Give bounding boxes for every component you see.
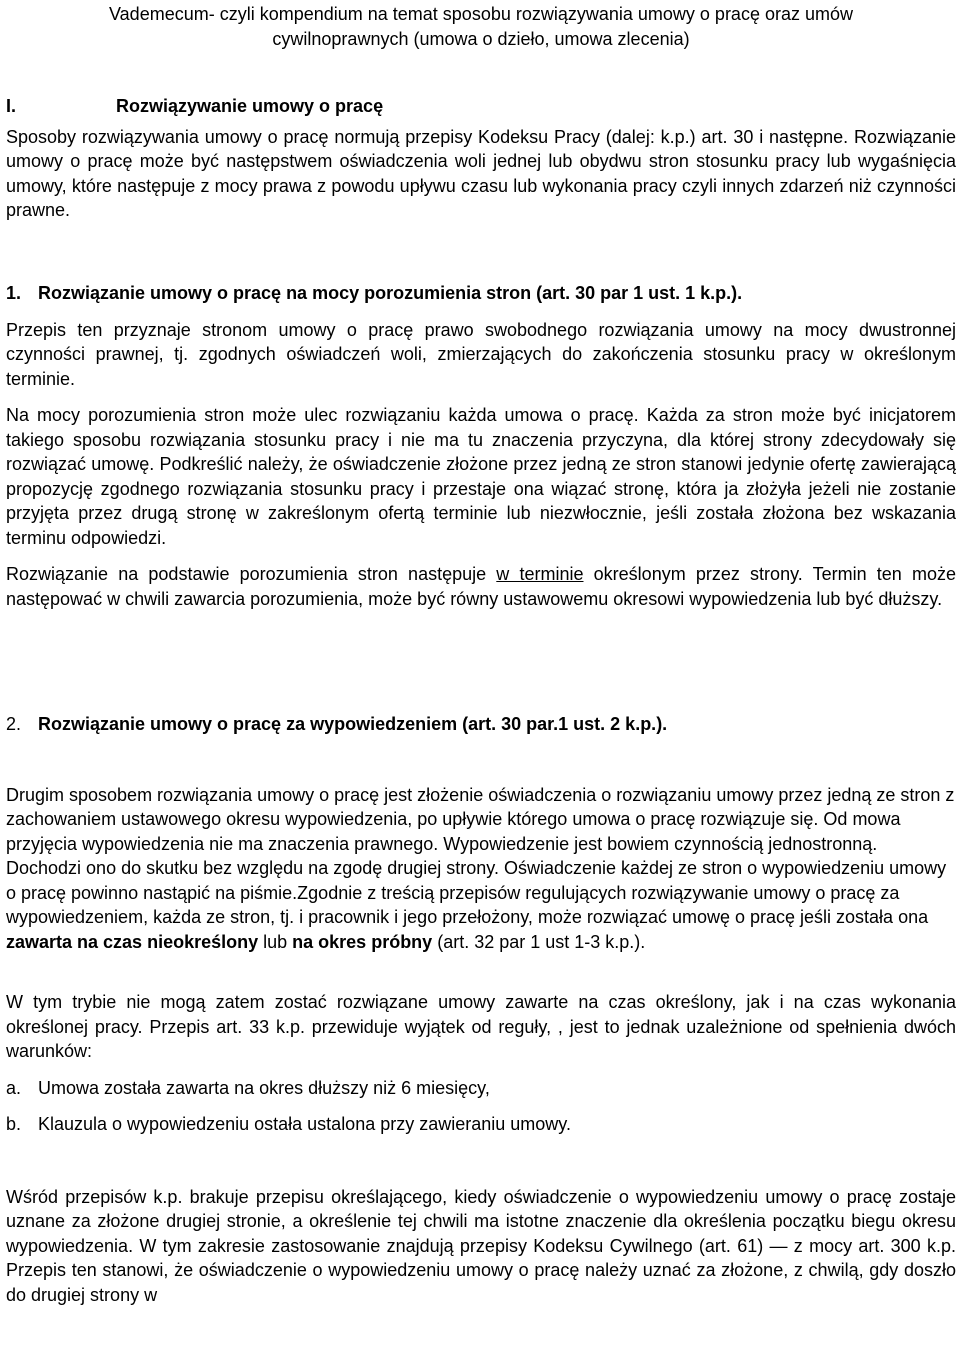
document-title (6, 2, 956, 51)
title-line-2: cywilnoprawnych (umowa o dzieło, umowa zlecenia) (272, 28, 690, 49)
subsection-2-paragraph-1 (6, 783, 956, 955)
subsection-2-paragraph-3: Wśród przepisów k.p. brakuje przepisu określającego, kiedy oświadczenie o wypowiedzeniu umowy o pracę zostaje uznane za złożone drugiej stronie, a określenie tej chwili ma istotne znaczenie dla określenia początku biegu okresu wypowiedzenia. W tym zakresie zastosowanie znajdują przepisy Kodeksu Cywilnego (art. 61) — z mocy art. 300 k.p. Przepis ten stanowi, że oświadczenie o wypowiedzeniu umowy o pracę należy uznać za złożone, z chwilą, gdy doszło do drugiej strony w (6, 1186, 956, 1305)
underlined-term: w terminie (496, 564, 584, 584)
bold-term: zawarta na czas nieokreślony (6, 931, 259, 952)
list-item-text: Klauzula o wypowiedzeniu ostała ustalona przy zawieraniu umowy. (38, 1114, 571, 1134)
subsection-2-number: 2. (6, 714, 22, 734)
section-1 (6, 94, 956, 223)
paragraph-text: (art. 32 par 1 ust 1-3 k.p.). (432, 931, 646, 952)
list-item-label: a. (6, 1077, 22, 1098)
subsection-1-paragraph-1: Przepis ten przyznaje stronom umowy o pracę prawo swobodnego rozwiązania umowy na mocy dwustronnej czynności prawnej, tj. zgodnych oświadczeń woli, zmierzających do zakończenia stosunku pracy w określonym terminie. (6, 319, 956, 389)
subsection-1-title: Rozwiązanie umowy o pracę na mocy porozumienia stron (art. 30 par 1 ust. 1 k.p.). (38, 283, 743, 303)
section-1-heading (6, 94, 956, 119)
paragraph-text: Rozwiązanie na podstawie porozumienia stron następuje (6, 564, 497, 584)
list-item (6, 1112, 956, 1137)
section-1-number: I. (6, 96, 17, 116)
section-1-intro: Sposoby rozwiązywania umowy o pracę normują przepisy Kodeksu Pracy (dalej: k.p.) art. 30 i następne. Rozwiązanie umowy o pracę może być następstwem oświadczenia woli jednej lub obydwu stron stosunku pracy lub wygaśnięcia umowy, które następuje z mocy prawa z powodu upływu czasu lub wykonania pracy czyli innych zdarzeń niż czynności prawne. (6, 126, 956, 220)
list-item-label: b. (6, 1114, 22, 1134)
subsection-2 (6, 712, 956, 1307)
paragraph-text: Drugim sposobem rozwiązania umowy o pracę jest złożenie oświadczenia o rozwiązaniu umowy przez jedną ze stron z zachowaniem ustawowego okresu wypowiedzenia, po upływie którego umowa o pracę rozwiązuje się. Od mowa przyjęcia wypowiedzenia nie ma znaczenia prawnego. Wypowiedzenie jest bowiem czynnością jednostronną. Dochodzi ono do skutku bez względu na zgodę drugiej strony. Oświadczenie każdej ze stron o wypowiedzeniu umowy o pracę powinno nastąpić na piśmie.Zgodnie z treścią przepisów regulujących rozwiązywanie umowy o pracę za wypowiedzeniem, każda ze stron, tj. i pracownik i jego przełożony, może rozwiązać umowę o pracę jeśli została ona (6, 784, 955, 927)
subsection-2-heading (6, 712, 956, 737)
paragraph-text: lub (258, 931, 293, 952)
subsection-1-paragraph-3 (6, 562, 956, 611)
subsection-2-title: Rozwiązanie umowy o pracę za wypowiedzeniem (art. 30 par.1 ust. 2 k.p.). (38, 714, 668, 734)
list-item-text: Umowa została zawarta na okres dłuższy niż 6 miesięcy, (38, 1077, 490, 1098)
subsection-1-heading (6, 281, 956, 306)
section-1-title: Rozwiązywanie umowy o pracę (116, 96, 384, 116)
subsection-2-paragraph-2: W tym trybie nie mogą zatem zostać rozwiązane umowy zawarte na czas określony, jak i na czas wykonania określonej pracy. Przepis art. 33 k.p. przewiduje wyjątek od reguły, , jest to jednak uzależnione od spełnienia dwóch warunków: (6, 992, 956, 1061)
subsection-1 (6, 281, 956, 611)
subsection-1-number: 1. (6, 283, 22, 303)
bold-term: na okres próbny (292, 931, 433, 952)
subsection-1-paragraph-2: Na mocy porozumienia stron może ulec rozwiązaniu każda umowa o pracę. Każda za stron może być inicjatorem takiego sposobu rozwiązania stosunku pracy i nie ma tu znaczenia przyczyna, dla której strony zdecydowały się rozwiązać umowę. Podkreślić należy, że oświadczenie złożone przez jedną ze stron stanowi jedynie ofertę zawierającą propozycję zgodnego rozwiązania stosunku pracy i przestaje ona wiązać stronę, która ja złożyła jeżeli nie zostanie przyjęta przez drugą stronę w zakreślonym ofertą terminie lub niezwłocznie, jeśli została złożona bez wskazania terminu odpowiedzi. (6, 405, 956, 548)
list-item (6, 1076, 956, 1101)
title-line-1: Vademecum- czyli kompendium na temat sposobu rozwiązywania umowy o pracę oraz umów (109, 4, 853, 24)
paragraph-text: określonym przez strony. Termin ten może następować w chwili zawarcia porozumienia, może być równy ustawowemu okresowi wypowiedzenia lub być dłuższy. (6, 564, 956, 609)
